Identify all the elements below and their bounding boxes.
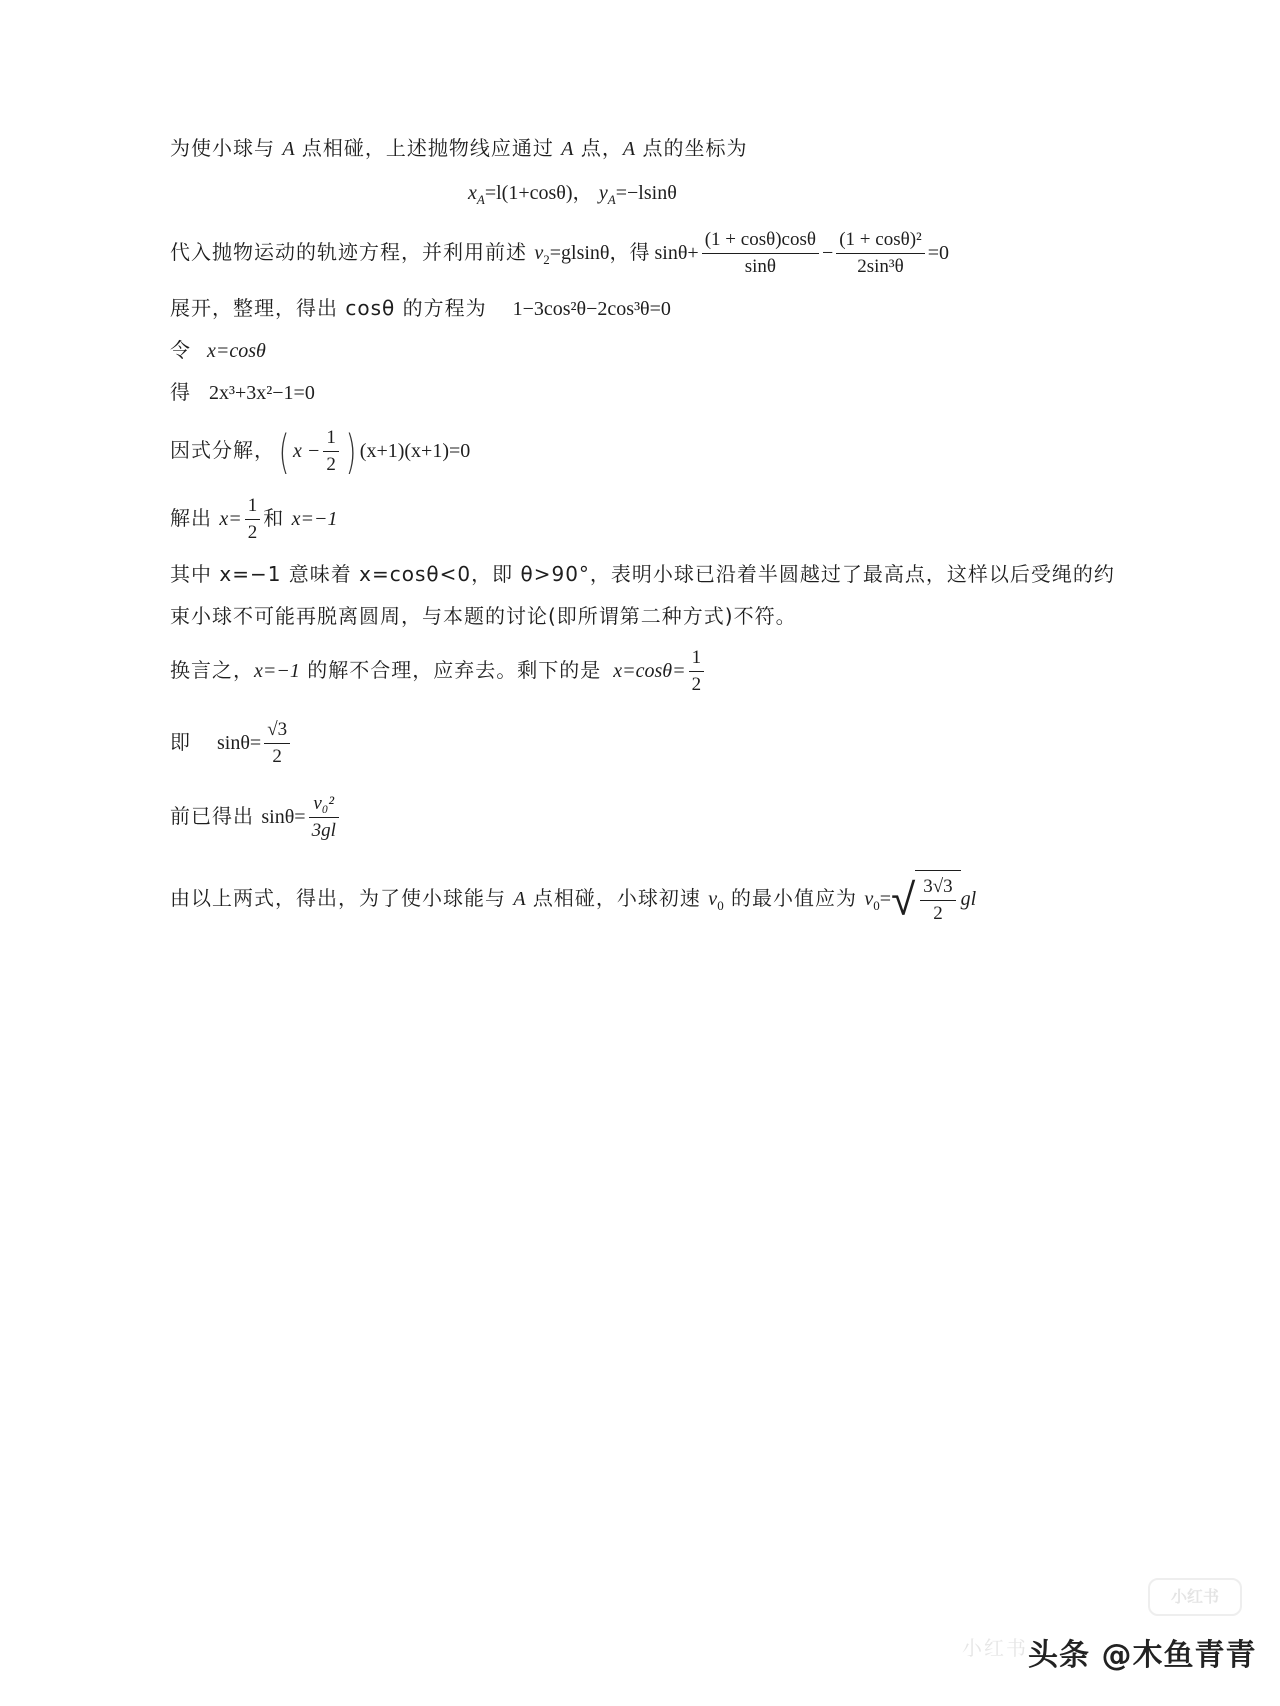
fraction-numerator: 1 [245, 495, 261, 520]
fraction-half [689, 647, 705, 696]
fraction-numerator: √3 [264, 719, 290, 744]
text-segment: 点的坐标为 [635, 136, 748, 160]
math-expr: gl [960, 888, 977, 910]
watermark-logo: 小红书 [1148, 1578, 1242, 1616]
math-expr: 2x³+3x²−1=0 [209, 382, 315, 404]
math-expr: =glsinθ，得 sinθ+ [549, 242, 699, 264]
text-segment: 得 [170, 380, 191, 404]
math-expr: x=−1 [254, 660, 300, 682]
text-line-8 [170, 492, 337, 545]
fraction-denominator: 2 [691, 674, 702, 695]
text-line-10: 束小球不可能再脱离圆周，与本题的讨论(即所谓第二种方式)不符。 [170, 604, 797, 628]
text-line-1 [170, 134, 747, 163]
fraction-denominator: 3gl [311, 820, 336, 841]
math-y: y [598, 182, 608, 204]
math-symbol: A [513, 888, 526, 910]
math-sub: 2 [543, 252, 550, 267]
text-line-13 [170, 790, 342, 843]
text-segment: 点， [573, 136, 623, 160]
text-segment: 和 [263, 506, 292, 530]
text-line-12 [170, 716, 293, 769]
fraction-numerator: 1 [689, 647, 705, 672]
math-expr: x=−1 [291, 508, 338, 530]
fraction-numerator: 1 [323, 427, 339, 452]
text-segment: 因式分解， [170, 438, 275, 462]
fraction-denominator: 2 [247, 522, 258, 543]
watermark-faint-text: 小红书 [962, 1636, 1028, 1660]
math-expr: (x+1)(x+1)=0 [359, 440, 471, 462]
left-paren: ( [278, 424, 290, 479]
fraction-denominator: 2 [933, 903, 943, 925]
fraction-1 [702, 229, 819, 278]
text-segment: 展开，整理，得出 cosθ 的方程为 [170, 296, 487, 320]
text-line-5 [170, 336, 266, 365]
math-v: v [864, 888, 874, 910]
math-expr: x − [292, 440, 321, 462]
math-sub: A [607, 192, 616, 207]
fraction-half [323, 427, 339, 476]
math-symbol: A [561, 138, 574, 160]
text-line-4 [170, 294, 671, 323]
math-v: v [534, 242, 544, 264]
equation-coordinates [468, 178, 677, 214]
text-segment: 为使小球与 [170, 136, 283, 160]
text-segment: 代入抛物运动的轨迹方程，并利用前述 [170, 240, 535, 264]
text-segment: 前已得出 [170, 804, 262, 828]
math-expr: x=cosθ [207, 340, 266, 362]
math-expr: =0 [927, 242, 950, 264]
math-op: = [879, 888, 892, 910]
fraction-numerator: v₀² [309, 793, 339, 818]
text-segment: 由以上两式，得出，为了使小球能与 [170, 886, 514, 910]
math-expr: =l(1+cosθ)， [484, 182, 593, 204]
fraction-denominator: 2sin³θ [857, 256, 904, 277]
fraction-denominator: sinθ [744, 256, 776, 277]
math-sub: 0 [873, 898, 880, 913]
fraction-denominator: 2 [326, 454, 336, 475]
math-expr: x= [219, 508, 242, 530]
fraction-numerator: (1 + cosθ)² [836, 229, 925, 254]
text-segment: 点相碰，上述抛物线应通过 [294, 136, 562, 160]
text-line-14 [170, 870, 976, 934]
text-line-9: 其中 x=−1 意味着 x=cosθ<0，即 θ>90°，表明小球已沿着半圆越过了最高点，这样以后受绳的约 [170, 562, 1115, 586]
fraction-denominator: 2 [272, 746, 282, 767]
math-v: v [708, 888, 718, 910]
watermark-author: 头条 @木鱼青青 [1028, 1638, 1257, 1673]
right-paren: ) [345, 424, 357, 479]
text-segment: 的最小值应为 [723, 886, 865, 910]
math-x: x [468, 182, 477, 204]
text-segment: 点相碰，小球初速 [525, 886, 709, 910]
sqrt-expression [891, 870, 961, 929]
math-sub: 0 [717, 898, 724, 913]
fraction-2 [836, 229, 925, 278]
text-line-7 [170, 424, 470, 477]
text-segment: 即 [170, 730, 191, 754]
fraction-numerator: 3√3 [920, 876, 955, 901]
math-expr: 1−3cos²θ−2cos³θ=0 [512, 298, 671, 320]
text-line-3 [170, 226, 949, 286]
math-sub: A [476, 192, 485, 207]
math-expr: =−lsinθ [615, 182, 677, 204]
fraction-3sqrt3-over-2 [920, 876, 955, 925]
text-segment: 换言之， [170, 658, 254, 682]
fraction-sqrt3-over-2 [264, 719, 290, 768]
sqrt-radicand [915, 870, 960, 927]
text-line-6 [170, 378, 315, 407]
text-segment: 令 [170, 338, 191, 362]
text-segment: 的解不合理，应弃去。剩下的是 [299, 658, 602, 682]
fraction-numerator: (1 + cosθ)cosθ [702, 229, 819, 254]
math-op: − [821, 242, 834, 264]
fraction-half [245, 495, 261, 544]
text-segment: 解出 [170, 506, 220, 530]
sqrt-sign-icon: √ [891, 874, 916, 926]
text-line-11 [170, 644, 707, 697]
math-expr: x=cosθ= [613, 660, 686, 682]
math-expr: sinθ= [217, 732, 262, 754]
math-symbol: A [282, 138, 295, 160]
math-expr: sinθ= [261, 806, 306, 828]
math-symbol: A [622, 138, 636, 160]
fraction-v0sq-over-3gl [309, 793, 339, 842]
